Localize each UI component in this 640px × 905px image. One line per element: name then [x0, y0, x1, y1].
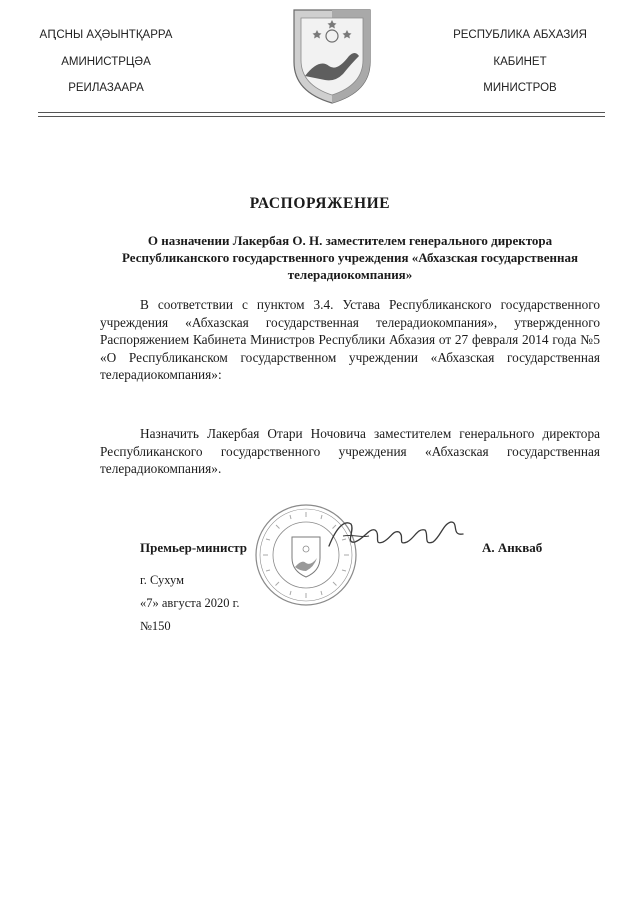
- header-right-block: [420, 22, 620, 102]
- header-right-line-1: РЕСПУБЛИКА АБХАЗИЯ: [453, 29, 587, 41]
- header-right-line-3: МИНИСТРОВ: [483, 82, 557, 94]
- header-left-line-2: АМИНИСТРЦӘА: [61, 55, 151, 68]
- document-number: №150: [140, 619, 171, 633]
- body-paragraph-2: Назначить Лакербая Отари Ночовича заместителем генерального директора Республиканского государственного учреждения «Абхазская государственная телерадиокомпания».: [100, 426, 600, 477]
- handwritten-signature: [325, 516, 467, 556]
- document-type-title: РАСПОРЯЖЕНИЕ: [249, 195, 391, 212]
- header-left-line-1: АԤСНЫ АҲӘЫНТҚАРРА: [39, 29, 173, 41]
- header-left-line-3: РЕИЛАЗААРА: [68, 82, 144, 94]
- signatory-name: А. Анкваб: [482, 540, 543, 555]
- issue-date: «7» августа 2020 г.: [140, 596, 240, 610]
- issue-place: г. Сухум: [140, 573, 185, 587]
- document-subject: О назначении Лакербая О. Н. заместителем генерального директора Республиканского государственного учреждения «Абхазская государственная телерадиокомпания»: [122, 233, 578, 282]
- header-divider-top: [38, 112, 605, 113]
- header-left-block: [6, 22, 206, 102]
- signatory-title: Премьер-министр: [140, 540, 248, 555]
- header-divider-bottom: [38, 116, 605, 117]
- body-paragraph-1: В соответствии с пунктом 3.4. Устава Республиканского государственного учреждения «Абхазская государственная телерадиокомпания», утвержденного Распоряжением Кабинета Министров Республики Абхазия от 27 февраля 2014 года №5 «О Республиканском государственном учреждении «Абхазская государственная телерадиокомпания»:: [100, 297, 600, 383]
- header-right-line-2: КАБИНЕТ: [493, 55, 547, 68]
- state-emblem-icon: [291, 6, 373, 106]
